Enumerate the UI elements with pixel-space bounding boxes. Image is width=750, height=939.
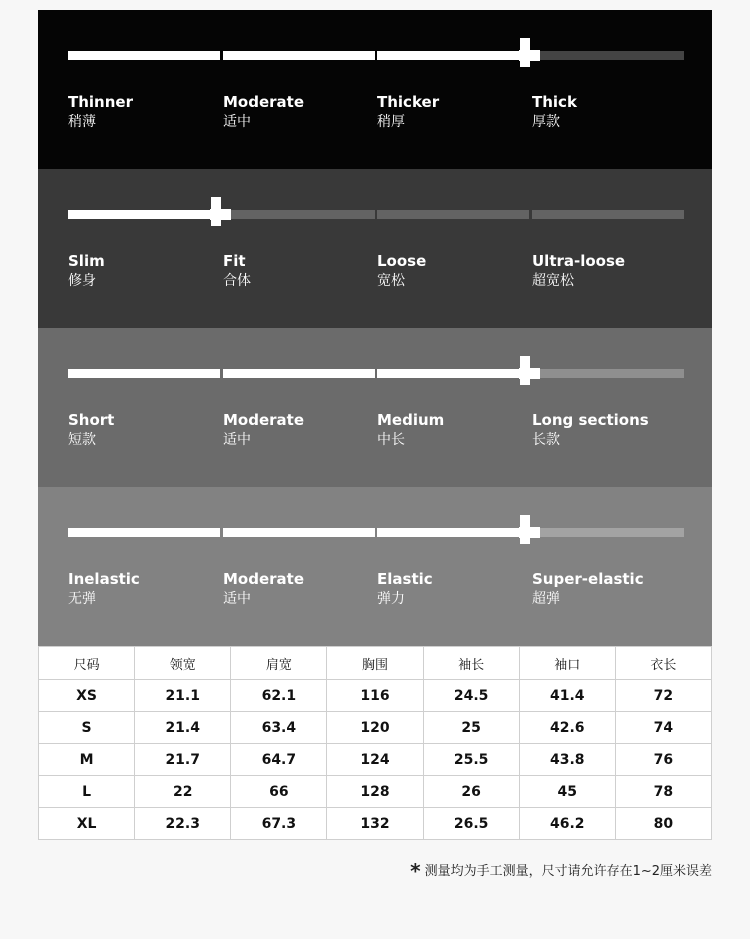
option-label-en: Moderate [223,411,305,429]
option-label-zh: 修身 [68,273,96,289]
scale-segment [377,210,529,219]
option-label-zh: 长款 [532,432,560,448]
option-label-en: Short [68,411,115,429]
option-label-en: Long sections [532,411,649,429]
thickness-panel [38,10,712,169]
elasticity-option-super-elastic [532,569,682,609]
option-label-zh: 稍厚 [377,114,405,130]
table-cell: L [39,776,135,808]
scale-segment [68,528,220,537]
option-label-en: Loose [377,252,427,270]
table-cell: 26 [423,776,519,808]
length-panel [38,328,712,487]
table-cell: 22 [135,776,231,808]
table-cell: 41.4 [519,680,615,712]
scale-segment [223,51,375,60]
option-label-zh: 适中 [223,114,251,130]
scale-segment [532,51,684,60]
option-label-zh: 弹力 [377,591,405,607]
length-option-moderate [223,410,373,450]
option-label-zh: 适中 [223,432,251,448]
table-cell: 24.5 [423,680,519,712]
table-cell: 46.2 [519,808,615,840]
option-label-zh: 短款 [68,432,96,448]
scale-segment [532,369,684,378]
note-text: 测量均为手工测量，尺寸请允许存在1~2厘米误差 [424,864,712,879]
fit-option-slim [68,251,218,291]
table-cell: 25 [423,712,519,744]
thickness-scale [68,51,682,60]
table-row [39,680,712,712]
option-label-en: Moderate [223,570,305,588]
table-cell: S [39,712,135,744]
table-header-row [39,647,712,680]
length-scale [68,369,682,378]
elasticity-scale [68,528,682,537]
table-row [39,776,712,808]
option-label-zh: 厚款 [532,114,560,130]
scale-segment [68,210,220,219]
option-label-en: Elastic [377,570,433,588]
scale-segment [532,528,684,537]
table-cell: 74 [615,712,711,744]
scale-segment [377,369,529,378]
table-cell: 21.7 [135,744,231,776]
option-label-zh: 合体 [223,273,251,289]
table-cell: 64.7 [231,744,327,776]
table-cell: 45 [519,776,615,808]
elasticity-option-moderate [223,569,373,609]
option-label-zh: 宽松 [377,273,405,289]
scale-marker-crossbar [519,527,540,538]
scale-segment [68,369,220,378]
thickness-option-thinner [68,92,218,132]
scale-marker-crossbar [519,368,540,379]
table-cell: 116 [327,680,423,712]
length-option-medium [377,410,527,450]
table-row [39,744,712,776]
thickness-option-moderate [223,92,373,132]
header-size: 尺码 [39,647,135,680]
option-label-en: Moderate [223,93,305,111]
scale-segment [223,210,375,219]
option-label-zh: 超宽松 [532,273,574,289]
table-cell: 72 [615,680,711,712]
thickness-option-thicker [377,92,527,132]
elasticity-panel [38,487,712,646]
option-label-en: Thick [532,93,577,111]
fit-scale [68,210,682,219]
header-sleeve-length: 袖长 [423,647,519,680]
scale-segment [532,210,684,219]
length-option-long [532,410,682,450]
header-cuff: 袖口 [519,647,615,680]
option-label-zh: 稍薄 [68,114,96,130]
table-cell: 124 [327,744,423,776]
option-label-zh: 无弹 [68,591,96,607]
table-cell: 66 [231,776,327,808]
option-label-en: Ultra-loose [532,252,626,270]
table-row [39,808,712,840]
option-label-en: Inelastic [68,570,140,588]
scale-marker-crossbar [210,209,231,220]
table-cell: 63.4 [231,712,327,744]
size-table [38,646,712,840]
scale-segment [223,528,375,537]
table-cell: 78 [615,776,711,808]
fit-option-loose [377,251,527,291]
table-cell: 120 [327,712,423,744]
option-label-zh: 适中 [223,591,251,607]
elasticity-option-inelastic [68,569,218,609]
scale-segment [377,528,529,537]
table-cell: 26.5 [423,808,519,840]
option-label-zh: 中长 [377,432,405,448]
table-cell: 21.4 [135,712,231,744]
measurement-note [410,859,712,883]
option-label-en: Thinner [68,93,133,111]
option-label-en: Fit [223,252,246,270]
thickness-option-thick [532,92,682,132]
table-cell: 25.5 [423,744,519,776]
scale-segment [68,51,220,60]
table-cell: XS [39,680,135,712]
option-label-zh: 超弹 [532,591,560,607]
option-label-en: Thicker [377,93,440,111]
table-cell: 76 [615,744,711,776]
fit-option-fit [223,251,373,291]
scale-segment [377,51,529,60]
table-cell: 62.1 [231,680,327,712]
length-option-short [68,410,218,450]
table-cell: 67.3 [231,808,327,840]
table-cell: 128 [327,776,423,808]
elasticity-option-elastic [377,569,527,609]
option-label-en: Medium [377,411,445,429]
scale-segment [223,369,375,378]
table-cell: 43.8 [519,744,615,776]
fit-option-ultra-loose [532,251,682,291]
header-body-length: 衣长 [615,647,711,680]
table-cell: M [39,744,135,776]
table-cell: 132 [327,808,423,840]
table-cell: 80 [615,808,711,840]
table-cell: 42.6 [519,712,615,744]
fit-panel [38,169,712,328]
option-label-en: Slim [68,252,105,270]
table-cell: XL [39,808,135,840]
scale-marker-crossbar [519,50,540,61]
header-shoulder-width: 肩宽 [231,647,327,680]
header-collar-width: 领宽 [135,647,231,680]
asterisk-icon: * [410,859,421,883]
table-row [39,712,712,744]
table-cell: 21.1 [135,680,231,712]
option-label-en: Super-elastic [532,570,644,588]
table-cell: 22.3 [135,808,231,840]
header-chest: 胸围 [327,647,423,680]
